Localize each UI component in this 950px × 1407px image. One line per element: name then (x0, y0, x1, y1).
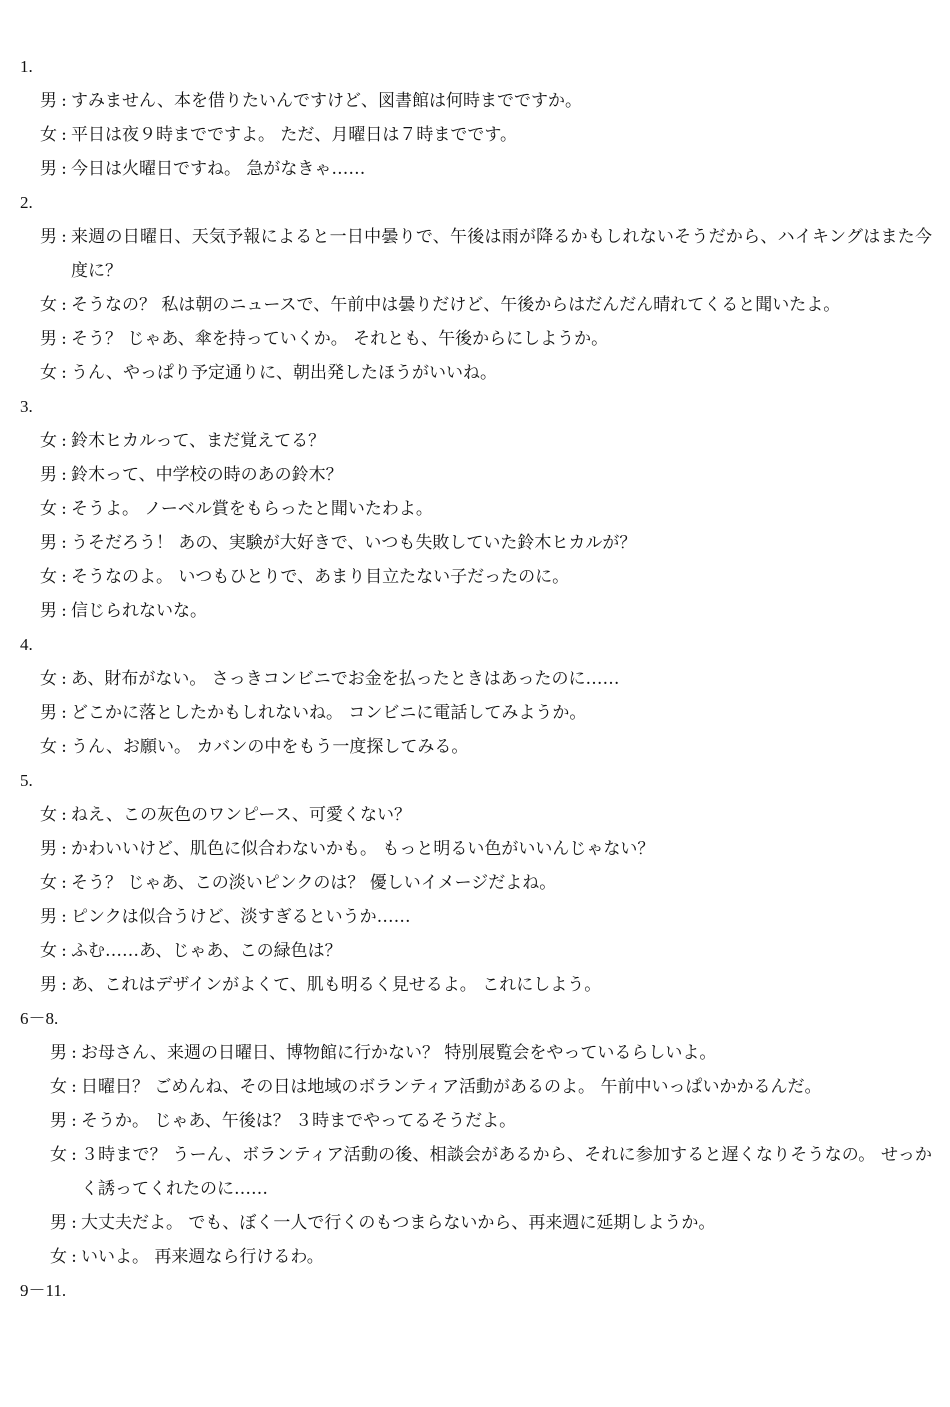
section-number: 6－8. (20, 1009, 59, 1028)
section-2 (0, 186, 950, 390)
dialogue-text: うそだろう！ あの、実験が大好きで、いつも失敗していた鈴木ヒカルが？ (71, 533, 637, 553)
speaker-label: 男 (40, 975, 57, 995)
dialogue-text: どこかに落としたかもしれないね。 コンビニに電話してみようか。 (71, 703, 587, 723)
dialogue-line (0, 492, 950, 526)
dialogue-text: うん、お願い。 カバンの中をもう一度探してみる。 (71, 737, 469, 757)
section-number: 3. (20, 397, 33, 416)
speaker-separator: : (61, 567, 67, 587)
speaker-separator: : (61, 295, 67, 315)
speaker-label: 女 (40, 805, 57, 825)
dialogue-text: ピンクは似合うけど、淡すぎるというか…… (71, 907, 411, 927)
dialogue-text: すみません、本を借りたいんですけど、図書館は何時までですか。 (71, 91, 583, 111)
dialogue-text: うん、やっぱり予定通りに、朝出発したほうがいいね。 (71, 363, 498, 383)
dialogue-line (0, 662, 950, 696)
dialogue-text: ふむ……あ、じゃあ、この緑色は？ (71, 941, 342, 961)
dialogue-line (0, 560, 950, 594)
speaker-label: 男 (40, 465, 57, 485)
speaker-separator: : (61, 601, 67, 621)
dialogue-line (0, 526, 950, 560)
dialogue-line (0, 424, 950, 458)
dialogue-line (0, 1036, 950, 1070)
speaker-label: 女 (50, 1247, 67, 1267)
speaker-label: 女 (40, 499, 57, 519)
dialogue-line (0, 594, 950, 628)
speaker-separator: : (61, 227, 67, 247)
speaker-label: 男 (40, 91, 57, 111)
speaker-separator: : (61, 91, 67, 111)
dialogue-text: 日曜日？ ごめんね、その日は地域のボランティア活動があるのよ。 午前中いっぱいかかるんだ。 (81, 1077, 822, 1097)
dialogue-text: 来週の日曜日、天気予報によると一日中曇りで、午後は雨が降るかもしれないそうだから、ハイキングはまた今度に？ (71, 227, 932, 281)
dialogue-line (0, 900, 950, 934)
speaker-separator: : (61, 703, 67, 723)
dialogue-line (0, 152, 950, 186)
transcript-document (0, 50, 950, 1308)
speaker-label: 女 (40, 431, 57, 451)
section-number: 5. (20, 771, 33, 790)
speaker-separator: : (71, 1213, 77, 1233)
dialogue-line (0, 84, 950, 118)
speaker-label: 女 (40, 737, 57, 757)
section-number: 1. (20, 57, 33, 76)
speaker-separator: : (61, 975, 67, 995)
dialogue-text: そう？ じゃあ、この淡いピンクのは？ 優しいイメージだよね。 (71, 873, 557, 893)
section-6-8 (0, 1002, 950, 1274)
speaker-label: 女 (40, 363, 57, 383)
speaker-separator: : (61, 431, 67, 451)
dialogue-text: あ、これはデザインがよくて、肌も明るく見せるよ。 これにしよう。 (71, 975, 602, 995)
dialogue-line (0, 730, 950, 764)
dialogue-text: 鈴木ヒカルって、まだ覚えてる？ (71, 431, 326, 451)
dialogue-line (0, 934, 950, 968)
speaker-separator: : (61, 465, 67, 485)
speaker-separator: : (61, 363, 67, 383)
speaker-separator: : (61, 737, 67, 757)
dialogue-line (0, 288, 950, 322)
section-4 (0, 628, 950, 764)
section-1 (0, 50, 950, 186)
speaker-label: 女 (50, 1077, 67, 1097)
speaker-label: 女 (40, 567, 57, 587)
dialogue-line (0, 1070, 950, 1104)
dialogue-line (0, 832, 950, 866)
speaker-label: 男 (50, 1043, 67, 1063)
dialogue-text: 今日は火曜日ですね。 急がなきゃ…… (71, 159, 366, 179)
section-9-11 (0, 1274, 950, 1308)
dialogue-line (0, 968, 950, 1002)
dialogue-text: 信じられないな。 (71, 601, 207, 621)
speaker-separator: : (61, 533, 67, 553)
speaker-label: 男 (40, 227, 57, 247)
section-5 (0, 764, 950, 1002)
dialogue-line (0, 696, 950, 730)
dialogue-line (0, 1104, 950, 1138)
dialogue-text: そう？ じゃあ、傘を持っていくか。 それとも、午後からにしようか。 (71, 329, 609, 349)
speaker-label: 女 (40, 669, 57, 689)
dialogue-line (0, 220, 950, 288)
speaker-label: 男 (40, 159, 57, 179)
speaker-separator: : (61, 669, 67, 689)
dialogue-text: 大丈夫だよ。 でも、ぼく一人で行くのもつまらないから、再来週に延期しようか。 (81, 1213, 716, 1233)
dialogue-text: そうなの？ 私は朝のニュースで、午前中は曇りだけど、午後からはだんだん晴れてくると聞いたよ。 (71, 295, 841, 315)
speaker-separator: : (61, 329, 67, 349)
speaker-label: 男 (40, 601, 57, 621)
speaker-separator: : (71, 1043, 77, 1063)
speaker-label: 女 (40, 873, 57, 893)
dialogue-text: あ、財布がない。 さっきコンビニでお金を払ったときはあったのに…… (71, 669, 620, 689)
speaker-label: 女 (40, 295, 57, 315)
dialogue-text: そうか。 じゃあ、午後は？ ３時までやってるそうだよ。 (81, 1111, 517, 1131)
speaker-separator: : (61, 125, 67, 145)
speaker-separator: : (61, 159, 67, 179)
dialogue-line (0, 356, 950, 390)
speaker-separator: : (61, 805, 67, 825)
speaker-label: 男 (40, 533, 57, 553)
speaker-separator: : (61, 907, 67, 927)
dialogue-text: ３時まで？ うーん、ボランティア活動の後、相談会があるから、それに参加すると遅くなりそうなの。 せっかく誘ってくれたのに…… (81, 1145, 932, 1199)
dialogue-text: 鈴木って、中学校の時のあの鈴木？ (71, 465, 343, 485)
speaker-label: 女 (40, 125, 57, 145)
dialogue-text: いいよ。 再来週なら行けるわ。 (81, 1247, 324, 1267)
section-number: 4. (20, 635, 33, 654)
speaker-separator: : (61, 499, 67, 519)
speaker-label: 女 (50, 1145, 67, 1165)
dialogue-text: かわいいけど、肌色に似合わないかも。 もっと明るい色がいいんじゃない？ (71, 839, 655, 859)
speaker-label: 男 (40, 907, 57, 927)
speaker-separator: : (61, 839, 67, 859)
dialogue-text: そうよ。 ノーベル賞をもらったと聞いたわよ。 (71, 499, 433, 519)
speaker-separator: : (61, 941, 67, 961)
speaker-separator: : (61, 873, 67, 893)
speaker-label: 女 (40, 941, 57, 961)
speaker-label: 男 (40, 703, 57, 723)
dialogue-line (0, 1138, 950, 1206)
dialogue-text: ねえ、この灰色のワンピース、可愛くない？ (71, 805, 411, 825)
section-3 (0, 390, 950, 628)
dialogue-line (0, 798, 950, 832)
speaker-label: 男 (40, 329, 57, 349)
speaker-label: 男 (50, 1213, 67, 1233)
dialogue-line (0, 1206, 950, 1240)
dialogue-line (0, 118, 950, 152)
speaker-separator: : (71, 1111, 77, 1131)
speaker-separator: : (71, 1077, 77, 1097)
dialogue-line (0, 1240, 950, 1274)
dialogue-text: お母さん、来週の日曜日、博物館に行かない？ 特別展覧会をやっているらしいよ。 (81, 1043, 717, 1063)
speaker-separator: : (71, 1247, 77, 1267)
dialogue-line (0, 866, 950, 900)
dialogue-line (0, 458, 950, 492)
speaker-label: 男 (40, 839, 57, 859)
dialogue-line (0, 322, 950, 356)
dialogue-text: そうなのよ。 いつもひとりで、あまり目立たない子だったのに。 (71, 567, 570, 587)
speaker-separator: : (71, 1145, 77, 1165)
dialogue-text: 平日は夜９時までですよ。 ただ、月曜日は７時までです。 (71, 125, 518, 145)
section-number: 9－11. (20, 1281, 67, 1300)
speaker-label: 男 (50, 1111, 67, 1131)
section-number: 2. (20, 193, 33, 212)
